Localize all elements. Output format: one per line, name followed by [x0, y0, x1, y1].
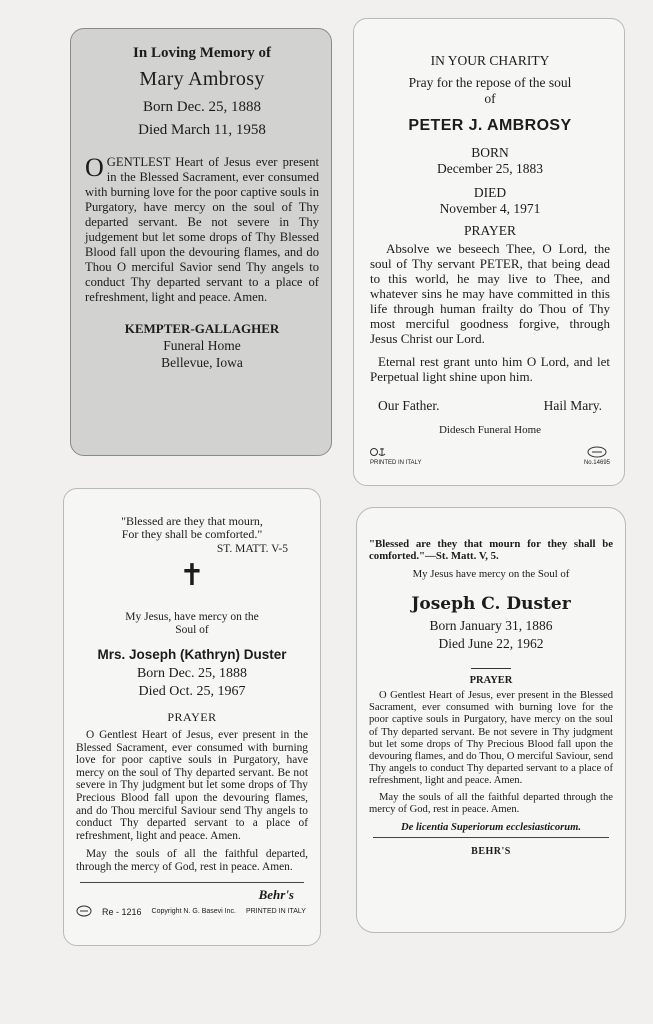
publisher-mark: [584, 446, 610, 466]
prayer-body: GENTLEST Heart of Jesus ever present in the Blessed Sacrament, ever consumed with burning love for the poor captive souls in Purgatory, have mercy on the soul of Thy departed servant. Be not severe in Thy judgement but let some drops of Thy Blessed Blood fall upon the devouring flames, and do Thou O merciful Savior send Thy angels to conduct Thy departed servant to a place of refreshment, light and peace. Amen.: [85, 155, 319, 304]
drop-cap: O: [85, 153, 104, 182]
publisher-logo-icon: [587, 446, 607, 460]
funeral-home-name: KEMPTER-GALLAGHER: [124, 321, 280, 336]
death-date: November 4, 1971: [439, 201, 541, 216]
prayer-text: O Gentlest Heart of Jesus, ever present in the Blessed Sacrament, ever consumed with burning love for the poor captive souls in Purgatory, have mercy on the soul of Thy departed servant. Be not severe in Thy judgment but let some drops of Thy Precious Blood fall upon the devouring flames, and do Thou, O merciful Saviour, send Thy angels to conduct Thy departed servant to a place of refreshment, light and peace. Amen.: [369, 690, 613, 787]
card-heading: IN YOUR CHARITY: [430, 53, 550, 68]
card-number: No.14695: [583, 460, 610, 466]
closing-prayers: [370, 398, 610, 414]
hail-mary-label: Hail Mary.: [543, 398, 602, 413]
printer-mark: [370, 446, 421, 466]
mercy-line: My Jesus have mercy on the Soul of: [412, 568, 570, 580]
divider: [471, 668, 511, 669]
publisher-name: Behr's: [258, 886, 294, 902]
memorial-card-mary-ambrosy: [70, 28, 332, 456]
deceased-name: Mrs. Joseph (Kathryn) Duster: [97, 647, 287, 662]
scripture-quote-line2: For they shall be comforted.": [121, 527, 263, 541]
funeral-home-name: Didesch Funeral Home: [438, 424, 542, 436]
card-heading: In Loving Memory of: [133, 45, 271, 61]
prayer-label: PRAYER: [167, 710, 217, 724]
card-footer: [370, 446, 610, 466]
closing-text: May the souls of all the faithful departed, through the mercy of God, rest in peace. Amen.: [76, 848, 308, 873]
birth-date: Born Dec. 25, 1888: [136, 666, 248, 681]
scripture-quote: "Blessed are they that mourn for they shall be comforted."—St. Matt. V, 5.: [369, 538, 613, 562]
birth-date: Born January 31, 1886: [429, 618, 553, 633]
card-code: Re - 1216: [102, 906, 142, 917]
died-label: DIED: [473, 185, 507, 200]
pray-line: Pray for the repose of the soul: [408, 75, 572, 90]
memorial-card-peter-ambrosy: [353, 18, 625, 486]
scripture-citation: ST. MATT. V-5: [216, 543, 288, 555]
our-father-label: Our Father.: [378, 398, 440, 413]
deceased-name: Joseph C. Duster: [411, 594, 571, 614]
eternal-rest-text: Eternal rest grant unto him O Lord, and let Perpetual light shine upon him.: [370, 354, 610, 384]
mercy-line1: My Jesus, have mercy on the: [125, 611, 259, 623]
printed-in-italy: PRINTED IN ITALY: [370, 460, 422, 466]
copyright-text: Copyright N. G. Basevi Inc.: [151, 908, 236, 916]
of-line: of: [484, 91, 496, 106]
scripture-quote-line1: "Blessed are they that mourn,: [121, 514, 263, 528]
license-text: De licentia Superiorum ecclesiasticorum.: [400, 822, 582, 834]
death-date: Died June 22, 1962: [438, 636, 544, 651]
born-label: BORN: [471, 145, 509, 160]
death-date: Died Oct. 25, 1967: [138, 684, 246, 699]
card-footer: [76, 905, 308, 919]
prayer-text: Absolve we beseech Thee, O Lord, the soul of Thy servant PETER, that being dead to this world, he may live to Thee, and whatever sins he may have committed in this life through human frailty do Thou of Thy most merciful goodness forgive, through Jesus Christ our Lord.: [370, 241, 610, 346]
prayer-text: O Gentlest Heart of Jesus, ever present in the Blessed Sacrament, ever consumed with burning love for poor captive souls in Purgatory, have mercy on the soul of Thy departed servant. Be not severe in Thy judgment but let some drops of Thy Precious Blood fall upon the devouring flames, and do Thou merciful Saviour send Thy angels to conduct Thy departed servant to a place of refreshment, light and peace. Amen.: [76, 729, 308, 842]
divider: [373, 837, 609, 838]
publisher-name: BEHR'S: [471, 846, 511, 858]
mercy-line2: Soul of: [175, 624, 209, 636]
printed-in-italy: PRINTED IN ITALY: [245, 908, 306, 916]
divider: [80, 882, 304, 883]
anchor-icon: [370, 446, 388, 460]
deceased-name: PETER J. AMBROSY: [408, 117, 572, 134]
cross-icon: ✝: [179, 559, 205, 592]
prayer-text: [85, 155, 319, 305]
prayer-label: PRAYER: [469, 675, 513, 686]
memorial-card-kathryn-duster: [63, 488, 321, 946]
funeral-home-label: Funeral Home: [163, 338, 241, 353]
memorial-card-joseph-duster: [356, 507, 626, 933]
prayer-label: PRAYER: [463, 223, 517, 238]
birth-date: Born Dec. 25, 1888: [143, 99, 261, 115]
birth-date: December 25, 1883: [436, 161, 544, 176]
closing-text: May the souls of all the faithful departed through the mercy of God, rest in peace. Amen.: [369, 791, 613, 815]
death-date: Died March 11, 1958: [138, 122, 266, 138]
funeral-home-location: Bellevue, Iowa: [161, 355, 243, 370]
publisher-logo-icon: [76, 905, 92, 919]
deceased-name: Mary Ambrosy: [139, 68, 265, 90]
